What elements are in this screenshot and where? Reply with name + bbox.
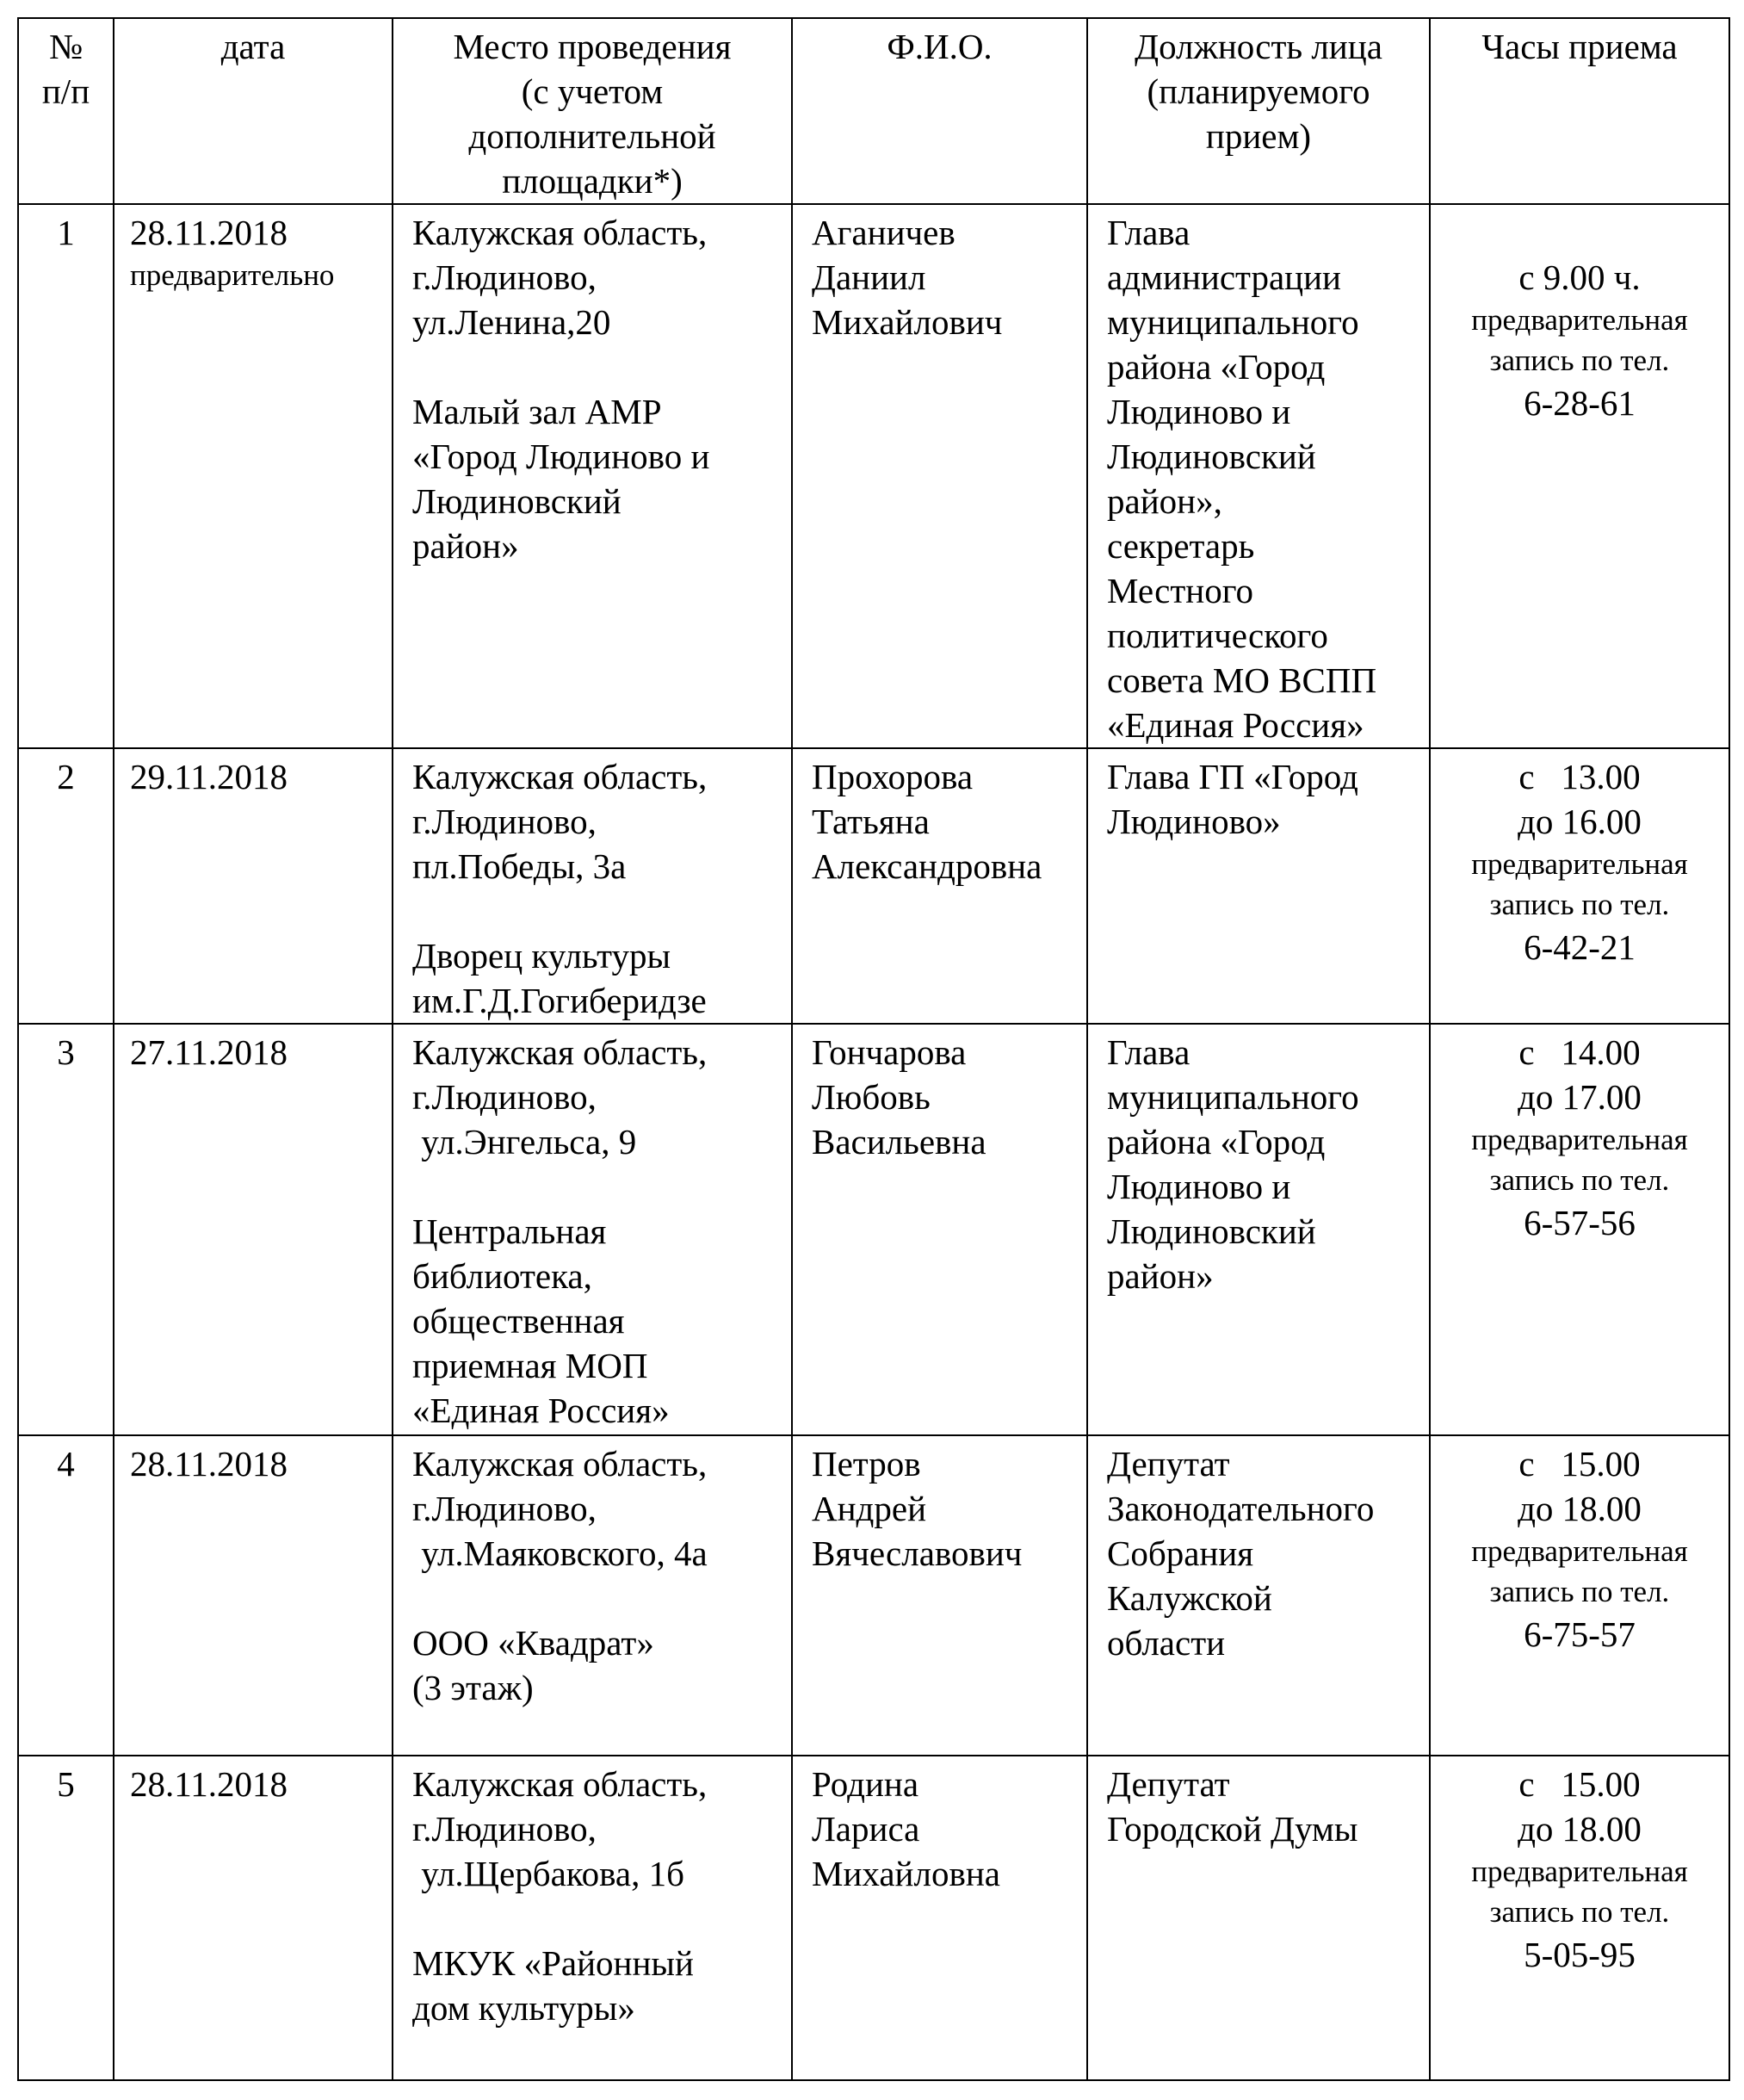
name-line: Михайловна: [812, 1854, 1000, 1893]
position-line: Людиново»: [1107, 802, 1281, 841]
place-cell: [393, 1756, 792, 2080]
spacer: [412, 1896, 782, 1941]
position-line: Людиново и: [1107, 1167, 1291, 1206]
phone-number: 6-42-21: [1524, 927, 1636, 967]
venue-line: приемная МОП: [412, 1346, 648, 1385]
address-line: г.Людиново,: [412, 257, 597, 297]
position-line: Глава ГП «Город: [1107, 757, 1358, 796]
address-line: ул.Энгельса, 9: [412, 1122, 637, 1162]
spacer: [412, 1164, 782, 1209]
header-num: № п/п: [18, 18, 114, 204]
row-number-cell: [18, 1435, 114, 1756]
position-line: Калужской: [1107, 1578, 1272, 1618]
address-line: ул.Щербакова, 1б: [412, 1854, 684, 1893]
phone-number: 6-28-61: [1524, 383, 1636, 423]
position-line: Людиновский: [1107, 1211, 1316, 1251]
position-line: Глава: [1107, 213, 1190, 252]
position-cell: [1087, 748, 1430, 1024]
header-place: Место проведения (с учетом дополнительной площадки*): [393, 18, 792, 204]
hours-note: предварительная запись по тел.: [1471, 1855, 1688, 1929]
row-number: 4: [57, 1444, 75, 1484]
hours-note: предварительная запись по тел.: [1471, 1534, 1688, 1608]
header-position: Должность лица (планируемого прием): [1087, 18, 1430, 204]
name-cell: [792, 748, 1087, 1024]
hours-time: до 17.00: [1518, 1077, 1642, 1117]
position-line: район»: [1107, 1256, 1214, 1296]
position-line: района «Город: [1107, 347, 1326, 387]
spacer: [412, 889, 782, 933]
row-number-cell: [18, 1756, 114, 2080]
table-header-row: [18, 18, 1729, 204]
row-number-cell: [18, 1024, 114, 1435]
venue-line: Людиновский: [412, 481, 622, 521]
hours-time: с 13.00: [1518, 757, 1641, 796]
address-line: г.Людиново,: [412, 1077, 597, 1117]
position-line: Людиновский: [1107, 437, 1316, 476]
header-date: дата: [114, 18, 393, 204]
place-cell: [393, 748, 792, 1024]
position-line: Собрания: [1107, 1533, 1254, 1573]
hours-time: с 15.00: [1518, 1764, 1641, 1804]
hours-cell: [1430, 1756, 1729, 2080]
row-number: 3: [57, 1032, 75, 1072]
name-cell: [792, 1435, 1087, 1756]
hours-cell: [1430, 204, 1729, 748]
position-line: Депутат: [1107, 1764, 1230, 1804]
name-cell: [792, 1024, 1087, 1435]
row-number: 2: [57, 757, 75, 796]
name-line: Петров: [812, 1444, 921, 1484]
hours-cell: [1430, 748, 1729, 1024]
table-row: [18, 1024, 1729, 1435]
venue-line: район»: [412, 526, 519, 566]
place-cell: [393, 1435, 792, 1756]
name-line: Гончарова: [812, 1032, 967, 1072]
name-line: Любовь: [812, 1077, 931, 1117]
spacer: [412, 344, 782, 389]
date-cell: [114, 1435, 393, 1756]
row-number-cell: [18, 204, 114, 748]
position-line: области: [1107, 1623, 1226, 1663]
venue-line: «Единая Россия»: [412, 1391, 670, 1430]
position-line: район»,: [1107, 481, 1222, 521]
position-line: Городской Думы: [1107, 1809, 1358, 1849]
address-line: Калужская область,: [412, 757, 708, 796]
hours-time: до 18.00: [1518, 1809, 1642, 1849]
position-line: муниципального: [1107, 302, 1359, 342]
name-line: Андрей: [812, 1489, 927, 1528]
venue-line: «Город Людиново и: [412, 437, 710, 476]
date-cell: [114, 204, 393, 748]
place-cell: [393, 1024, 792, 1435]
position-line: муниципального: [1107, 1077, 1359, 1117]
position-line: Депутат: [1107, 1444, 1230, 1484]
position-line: совета МО ВСПП: [1107, 660, 1377, 700]
venue-line: Малый зал АМР: [412, 392, 662, 431]
hours-time: до 16.00: [1518, 802, 1642, 841]
position-line: Законодательного: [1107, 1489, 1375, 1528]
position-line: Глава: [1107, 1032, 1190, 1072]
name-line: Татьяна: [812, 802, 930, 841]
hours-cell: [1430, 1435, 1729, 1756]
row-number: 1: [57, 213, 75, 252]
date-cell: [114, 1756, 393, 2080]
row-number-cell: [18, 748, 114, 1024]
address-line: Калужская область,: [412, 1032, 708, 1072]
name-line: Лариса: [812, 1809, 920, 1849]
address-line: Калужская область,: [412, 1444, 708, 1484]
name-line: Васильевна: [812, 1122, 986, 1162]
hours-time: с 9.00 ч.: [1518, 257, 1641, 297]
date-text: 28.11.2018: [130, 1764, 288, 1804]
name-line: Даниил: [812, 257, 926, 297]
spacer: [412, 1576, 782, 1620]
position-cell: [1087, 1024, 1430, 1435]
address-line: Калужская область,: [412, 1764, 708, 1804]
position-cell: [1087, 1756, 1430, 2080]
position-line: «Единая Россия»: [1107, 705, 1364, 745]
header-hours: Часы приема: [1430, 18, 1729, 204]
venue-line: ООО «Квадрат»: [412, 1623, 654, 1663]
venue-line: Центральная: [412, 1211, 607, 1251]
venue-line: общественная: [412, 1301, 625, 1341]
name-cell: [792, 204, 1087, 748]
row-number: 5: [57, 1764, 75, 1804]
table-row: [18, 1756, 1729, 2080]
date-note: предварительно: [130, 258, 335, 292]
hours-time: с 14.00: [1518, 1032, 1641, 1072]
hours-note: предварительная запись по тел.: [1471, 1123, 1688, 1197]
date-text: 28.11.2018: [130, 1444, 288, 1484]
address-line: пл.Победы, 3а: [412, 846, 627, 886]
position-cell: [1087, 204, 1430, 748]
date-cell: [114, 748, 393, 1024]
hours-note: предварительная запись по тел.: [1471, 847, 1688, 921]
reception-schedule-table: [17, 17, 1730, 2081]
venue-line: Дворец культуры: [412, 936, 671, 976]
position-line: Людиново и: [1107, 392, 1291, 431]
position-line: Местного: [1107, 571, 1253, 610]
date-text: 28.11.2018: [130, 213, 288, 252]
address-line: ул.Маяковского, 4а: [412, 1533, 708, 1573]
phone-number: 5-05-95: [1524, 1935, 1636, 1974]
name-line: Вячеславович: [812, 1533, 1023, 1573]
address-line: Калужская область,: [412, 213, 708, 252]
venue-line: МКУК «Районный: [412, 1943, 694, 1983]
address-line: г.Людиново,: [412, 1809, 597, 1849]
address-line: г.Людиново,: [412, 802, 597, 841]
position-line: секретарь: [1107, 526, 1255, 566]
position-line: района «Город: [1107, 1122, 1326, 1162]
name-line: Родина: [812, 1764, 919, 1804]
position-line: администрации: [1107, 257, 1341, 297]
position-cell: [1087, 1435, 1430, 1756]
table-row: [18, 1435, 1729, 1756]
hours-note: предварительная запись по тел.: [1471, 303, 1688, 377]
name-line: Александровна: [812, 846, 1042, 886]
address-line: г.Людиново,: [412, 1489, 597, 1528]
table-row: [18, 204, 1729, 748]
table-body: [18, 204, 1729, 2080]
venue-line: библиотека,: [412, 1256, 592, 1296]
venue-line: дом культуры»: [412, 1988, 635, 2028]
phone-number: 6-57-56: [1524, 1203, 1636, 1242]
hours-time: до 18.00: [1518, 1489, 1642, 1528]
header-name: Ф.И.О.: [792, 18, 1087, 204]
phone-number: 6-75-57: [1524, 1614, 1636, 1654]
venue-line: (3 этаж): [412, 1668, 534, 1707]
date-cell: [114, 1024, 393, 1435]
name-line: Михайлович: [812, 302, 1003, 342]
date-text: 27.11.2018: [130, 1032, 288, 1072]
hours-time: с 15.00: [1518, 1444, 1641, 1484]
table-row: [18, 748, 1729, 1024]
position-line: политического: [1107, 616, 1328, 655]
name-cell: [792, 1756, 1087, 2080]
name-line: Аганичев: [812, 213, 955, 252]
place-cell: [393, 204, 792, 748]
address-line: ул.Ленина,20: [412, 302, 611, 342]
hours-cell: [1430, 1024, 1729, 1435]
date-text: 29.11.2018: [130, 757, 288, 796]
name-line: Прохорова: [812, 757, 974, 796]
venue-line: им.Г.Д.Гогиберидзе: [412, 981, 707, 1020]
